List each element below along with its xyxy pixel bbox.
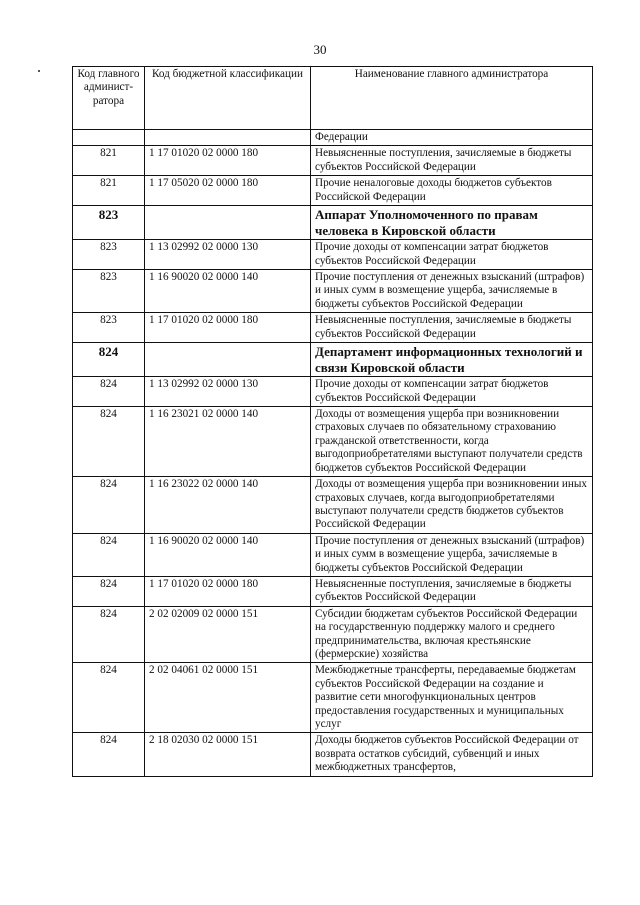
row-admin-code [73, 130, 145, 146]
row-admin-code: 821 [73, 176, 145, 206]
row-admin-code: 823 [73, 206, 145, 240]
row-budget-code [145, 130, 311, 146]
table-row [73, 240, 593, 270]
scan-speck [38, 70, 40, 72]
table-row [73, 313, 593, 343]
row-budget-code: 2 18 02030 02 0000 151 [145, 733, 311, 776]
row-admin-name: Доходы бюджетов субъектов Российской Федерации от возврата остатков субсидий, субвенций и иных межбюджетных трансфертов, [311, 733, 593, 776]
row-admin-code: 824 [73, 606, 145, 663]
row-budget-code: 2 02 04061 02 0000 151 [145, 663, 311, 733]
table-row [73, 663, 593, 733]
table-row [73, 130, 593, 146]
table-row [73, 176, 593, 206]
row-budget-code: 1 16 90020 02 0000 140 [145, 533, 311, 576]
administrators-table [72, 66, 593, 777]
table-section-row [73, 343, 593, 377]
table-row [73, 533, 593, 576]
row-budget-code: 1 17 05020 02 0000 180 [145, 176, 311, 206]
table-row [73, 477, 593, 534]
row-admin-code: 824 [73, 533, 145, 576]
row-admin-code: 821 [73, 146, 145, 176]
row-admin-name: Невыясненные поступления, зачисляемые в бюджеты субъектов Российской Федерации [311, 146, 593, 176]
table-row [73, 733, 593, 776]
table-row [73, 377, 593, 407]
table-row [73, 146, 593, 176]
row-budget-code: 2 02 02009 02 0000 151 [145, 606, 311, 663]
row-budget-code [145, 206, 311, 240]
row-admin-code: 824 [73, 477, 145, 534]
row-budget-code: 1 17 01020 02 0000 180 [145, 313, 311, 343]
row-budget-code: 1 16 23021 02 0000 140 [145, 407, 311, 477]
row-budget-code [145, 343, 311, 377]
row-admin-name: Прочие неналоговые доходы бюджетов субъектов Российской Федерации [311, 176, 593, 206]
row-budget-code: 1 13 02992 02 0000 130 [145, 377, 311, 407]
row-admin-name: Прочие поступления от денежных взысканий (штрафов) и иных сумм в возмещение ущерба, зачисляемые в бюджеты субъектов Российской Федерации [311, 533, 593, 576]
table-section-row [73, 206, 593, 240]
row-admin-name: Доходы от возмещения ущерба при возникновении иных страховых случаев, когда выгодоприобретателями выступают получатели средств бюджетов субъектов Российской Федерации [311, 477, 593, 534]
row-admin-code: 823 [73, 240, 145, 270]
header-admin-name: Наименование главного администратора [311, 67, 593, 130]
header-budget-code: Код бюджетной классификации [145, 67, 311, 130]
row-admin-name: Прочие поступления от денежных взысканий (штрафов) и иных сумм в возмещение ущерба, зачисляемые в бюджеты субъектов Российской Федерации [311, 270, 593, 313]
row-budget-code: 1 17 01020 02 0000 180 [145, 146, 311, 176]
row-admin-code: 824 [73, 733, 145, 776]
page-number: 30 [313, 42, 327, 57]
row-admin-name: Прочие доходы от компенсации затрат бюджетов субъектов Российской Федерации [311, 240, 593, 270]
row-admin-name: Федерации [311, 130, 593, 146]
row-admin-code: 823 [73, 313, 145, 343]
row-admin-name: Невыясненные поступления, зачисляемые в бюджеты субъектов Российской Федерации [311, 576, 593, 606]
row-admin-name: Прочие доходы от компенсации затрат бюджетов субъектов Российской Федерации [311, 377, 593, 407]
table-row [73, 407, 593, 477]
row-admin-code: 824 [73, 576, 145, 606]
row-budget-code: 1 16 90020 02 0000 140 [145, 270, 311, 313]
row-budget-code: 1 16 23022 02 0000 140 [145, 477, 311, 534]
row-admin-name: Субсидии бюджетам субъектов Российской Федерации на государственную поддержку малого и среднего предпринимательства, включая крестьянские (фермерские) хозяйства [311, 606, 593, 663]
row-admin-code: 824 [73, 663, 145, 733]
row-admin-name: Аппарат Уполномоченного по правам человека в Кировской области [311, 206, 593, 240]
table-header-row [73, 67, 593, 130]
row-admin-name: Невыясненные поступления, зачисляемые в бюджеты субъектов Российской Федерации [311, 313, 593, 343]
row-budget-code: 1 17 01020 02 0000 180 [145, 576, 311, 606]
header-admin-code: Код главного админист-ратора [73, 67, 145, 130]
row-admin-name: Доходы от возмещения ущерба при возникновении страховых случаев по обязательному страхованию гражданской ответственности, когда выгодоприобретателями выступают получатели средств бюджетов субъектов Российской Федерации [311, 407, 593, 477]
row-budget-code: 1 13 02992 02 0000 130 [145, 240, 311, 270]
row-admin-code: 824 [73, 407, 145, 477]
row-admin-code: 824 [73, 343, 145, 377]
table-row [73, 576, 593, 606]
row-admin-code: 824 [73, 377, 145, 407]
row-admin-code: 823 [73, 270, 145, 313]
row-admin-name: Департамент информационных технологий и связи Кировской области [311, 343, 593, 377]
row-admin-name: Межбюджетные трансферты, передаваемые бюджетам субъектов Российской Федерации на создание и развитие сети многофункциональных центров предоставления государственных и муниципальных услуг [311, 663, 593, 733]
table-row [73, 606, 593, 663]
table-row [73, 270, 593, 313]
